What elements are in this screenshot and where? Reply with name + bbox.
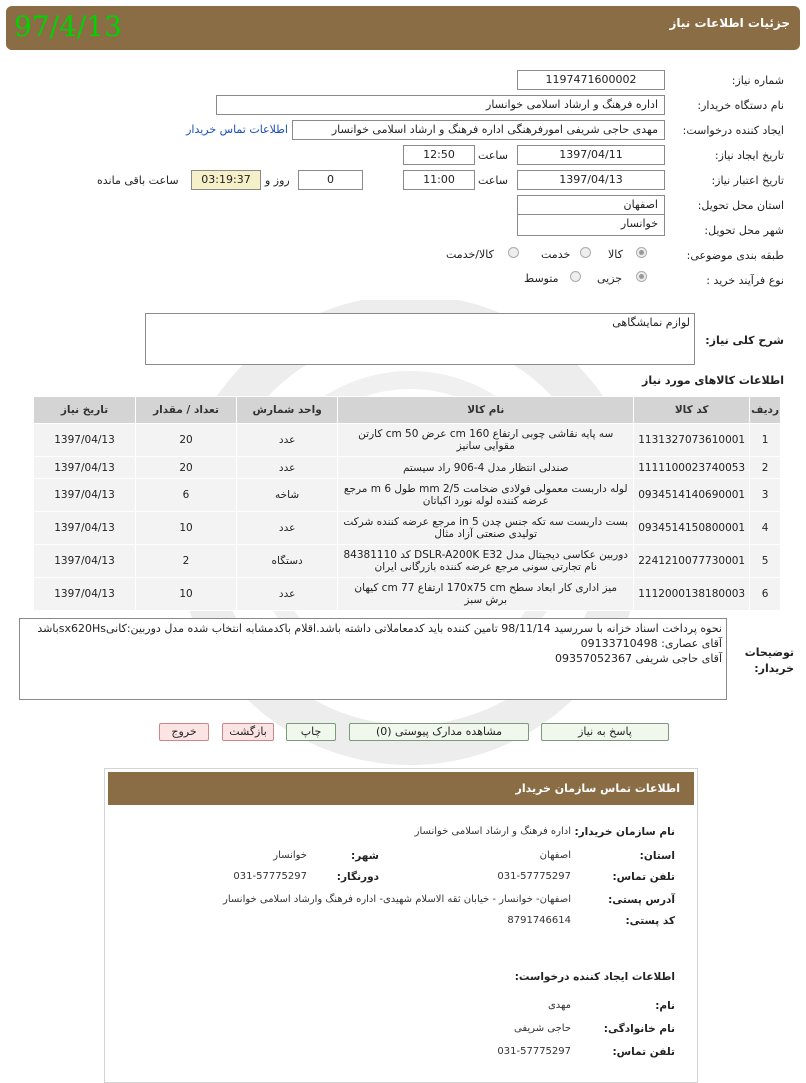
cell-quantity: 10 [136,578,237,611]
cell-name: صندلی انتظار مدل 4-906 راد سیستم [338,457,634,479]
buyer-notes-label: توضیحات خریدار: [744,646,794,675]
process-option-minor: جزیی [597,272,623,285]
contact-phone-label: تلفن تماس: [612,871,675,883]
cell-code: 1131327073610001 [634,424,750,457]
table-row [34,578,781,611]
table-row [34,457,781,479]
cell-row: 4 [750,512,781,545]
description-field: لوازم نمایشگاهی [145,313,695,365]
page-title: جزئیات اطلاعات نیاز [669,16,790,30]
cell-need-date: 1397/04/13 [34,424,136,457]
creator-section-title: اطلاعات ایجاد کننده درخواست: [514,971,675,983]
cell-code: 2241210077730001 [634,545,750,578]
category-option-service: خدمت [541,248,571,261]
buyer-org-label: نام دستگاه خریدار: [697,99,784,112]
cell-name: سه پایه نقاشی چوبی ارتفاع 160 cm عرض 50 cm کارتن مقوایی سانیز [338,424,634,457]
col-name: نام کالا [338,397,634,424]
contact-province-label: استان: [639,850,675,862]
cell-need-date: 1397/04/13 [34,479,136,512]
cell-code: 0934514140690001 [634,479,750,512]
contact-postal-label: کد پستی: [625,915,675,927]
process-radio-minor[interactable] [636,271,647,282]
col-unit: واحد شمارش [236,397,337,424]
cell-unit: عدد [236,512,337,545]
time-remaining-field: 03:19:37 [191,170,261,190]
col-need-date: تاریخ نیاز [34,397,136,424]
category-option-goods: کالا [608,248,623,261]
cell-quantity: 20 [136,424,237,457]
days-remaining-field: 0 [298,170,363,190]
cell-row: 6 [750,578,781,611]
valid-date-field: 1397/04/13 [517,170,665,190]
created-date-label: تاریخ ایجاد نیاز: [714,149,784,162]
buyer-contact-link[interactable]: اطلاعات تماس خریدار [186,123,288,136]
cell-unit: عدد [236,457,337,479]
contact-phone-value: 031-57775297 [497,871,571,882]
creator-first-name-value: مهدی [547,1000,571,1011]
buyer-org-field: اداره فرهنگ و ارشاد اسلامی خوانسار [216,95,665,115]
category-label: طبقه بندی موضوعی: [686,249,784,262]
col-row: ردیف [750,397,781,424]
contact-province-value: اصفهان [539,850,571,861]
items-table [33,396,781,611]
buyer-notes-field [19,618,727,700]
creator-first-name-label: نام: [655,1000,675,1012]
creator-phone-value: 031-57775297 [497,1046,571,1057]
exit-button[interactable]: خروج [159,723,209,741]
valid-time-label: ساعت [478,174,508,187]
contact-fax-label: دورنگار: [336,871,379,883]
cell-code: 0934514150800001 [634,512,750,545]
contact-address-value: اصفهان- خوانسار - خیابان ثقه الاسلام شهیدی- اداره فرهنگ وارشاد اسلامی خوانسار [222,894,571,905]
category-radio-service[interactable] [580,247,591,258]
process-label: نوع فرآیند خرید : [706,274,784,287]
contact-panel-header [108,772,694,805]
buyer-notes-line: نحوه پرداخت اسناد خزانه با سررسید 98/11/14 تامین کننده باید کدمعاملاتی داشته باشد.اقلام باکدمشابه انتخاب شده مدل دوربین:کانیsx620Hsباشد [37,622,722,635]
valid-date-label: تاریخ اعتبار نیاز: [711,174,784,187]
cell-row: 1 [750,424,781,457]
cell-row: 2 [750,457,781,479]
cell-need-date: 1397/04/13 [34,578,136,611]
contact-address-label: آدرس پستی: [608,894,675,906]
cell-unit: دستگاه [236,545,337,578]
contact-panel-title: اطلاعات تماس سازمان خریدار [515,782,680,795]
cell-quantity: 10 [136,512,237,545]
valid-time-field: 11:00 [403,170,475,190]
process-radio-medium[interactable] [570,271,581,282]
date-stamp: 97/4/13 [14,10,122,43]
cell-name: دوربین عکاسی دیجیتال مدل DSLR-A200K E32 کد 84381110 نام تجارتی سونی مرجع عرضه کننده بازرگانی ایران [338,545,634,578]
col-quantity: تعداد / مقدار [136,397,237,424]
creator-phone-label: تلفن تماس: [612,1046,675,1058]
cell-need-date: 1397/04/13 [34,457,136,479]
cell-quantity: 2 [136,545,237,578]
created-time-label: ساعت [478,149,508,162]
col-code: کد کالا [634,397,750,424]
created-time-field: 12:50 [403,145,475,165]
buyer-notes-line: آقای حاجی شریفی 09357052367 [555,652,722,665]
city-label: شهر محل تحویل: [704,224,784,237]
province-field: اصفهان [517,195,665,215]
category-radio-goods[interactable] [636,247,647,258]
category-radio-both[interactable] [508,247,519,258]
buyer-notes-line: آقای عصاری: 09133710498 [580,637,722,650]
table-row [34,479,781,512]
contact-postal-value: 8791746614 [507,915,571,926]
contact-city-value: خوانسار [273,850,307,861]
contact-org-value: اداره فرهنگ و ارشاد اسلامی خوانسار [414,826,571,837]
need-number-field: 1197471600002 [517,70,665,90]
attachments-button[interactable]: مشاهده مدارک پیوستی (0) [349,723,529,741]
need-number-label: شماره نیاز: [731,74,784,87]
cell-row: 3 [750,479,781,512]
contact-org-label: نام سازمان خریدار: [574,826,675,838]
cell-need-date: 1397/04/13 [34,545,136,578]
print-button[interactable]: چاپ [286,723,336,741]
items-section-title: اطلاعات کالاهای مورد نیاز [642,374,784,387]
creator-last-name-label: نام خانوادگی: [603,1023,675,1035]
requester-label: ایجاد کننده درخواست: [682,124,784,137]
back-button[interactable]: بازگشت [222,723,274,741]
cell-quantity: 20 [136,457,237,479]
creator-last-name-value: حاجی شریفی [514,1023,571,1034]
province-label: استان محل تحویل: [697,199,784,212]
cell-name: لوله داربست معمولی فولادی ضخامت 2/5 mm طول 6 m مرجع عرضه کننده لوله نورد اکباتان [338,479,634,512]
reply-button[interactable]: پاسخ به نیاز [541,723,669,741]
category-option-both: کالا/خدمت [446,248,494,261]
buyer-contact-panel [104,768,698,1083]
contact-city-label: شهر: [351,850,379,862]
requester-field: مهدی حاجی شریفی امورفرهنگی اداره فرهنگ و ارشاد اسلامی خوانسار [292,120,665,140]
process-option-medium: متوسط [524,272,559,285]
city-field: خوانسار [517,214,665,236]
time-remaining-label: ساعت باقی مانده [97,174,179,187]
cell-row: 5 [750,545,781,578]
table-row [34,424,781,457]
table-row [34,512,781,545]
cell-quantity: 6 [136,479,237,512]
cell-unit: عدد [236,578,337,611]
days-label: روز و [265,174,290,187]
cell-need-date: 1397/04/13 [34,512,136,545]
created-date-field: 1397/04/11 [517,145,665,165]
cell-name: میز اداری کار ابعاد سطح 170x75 cm ارتفاع 77 cm کیهان برش سبز [338,578,634,611]
cell-name: بست داربست سه تکه جنس چدن 5 in مرجع عرضه کننده شرکت تولیدی صنعتی آزاد مثال [338,512,634,545]
cell-code: 1112000138180003 [634,578,750,611]
cell-code: 1111100023740053 [634,457,750,479]
description-label: شرح کلی نیاز: [705,334,784,347]
cell-unit: شاخه [236,479,337,512]
table-row [34,545,781,578]
cell-unit: عدد [236,424,337,457]
contact-fax-value: 031-57775297 [233,871,307,882]
